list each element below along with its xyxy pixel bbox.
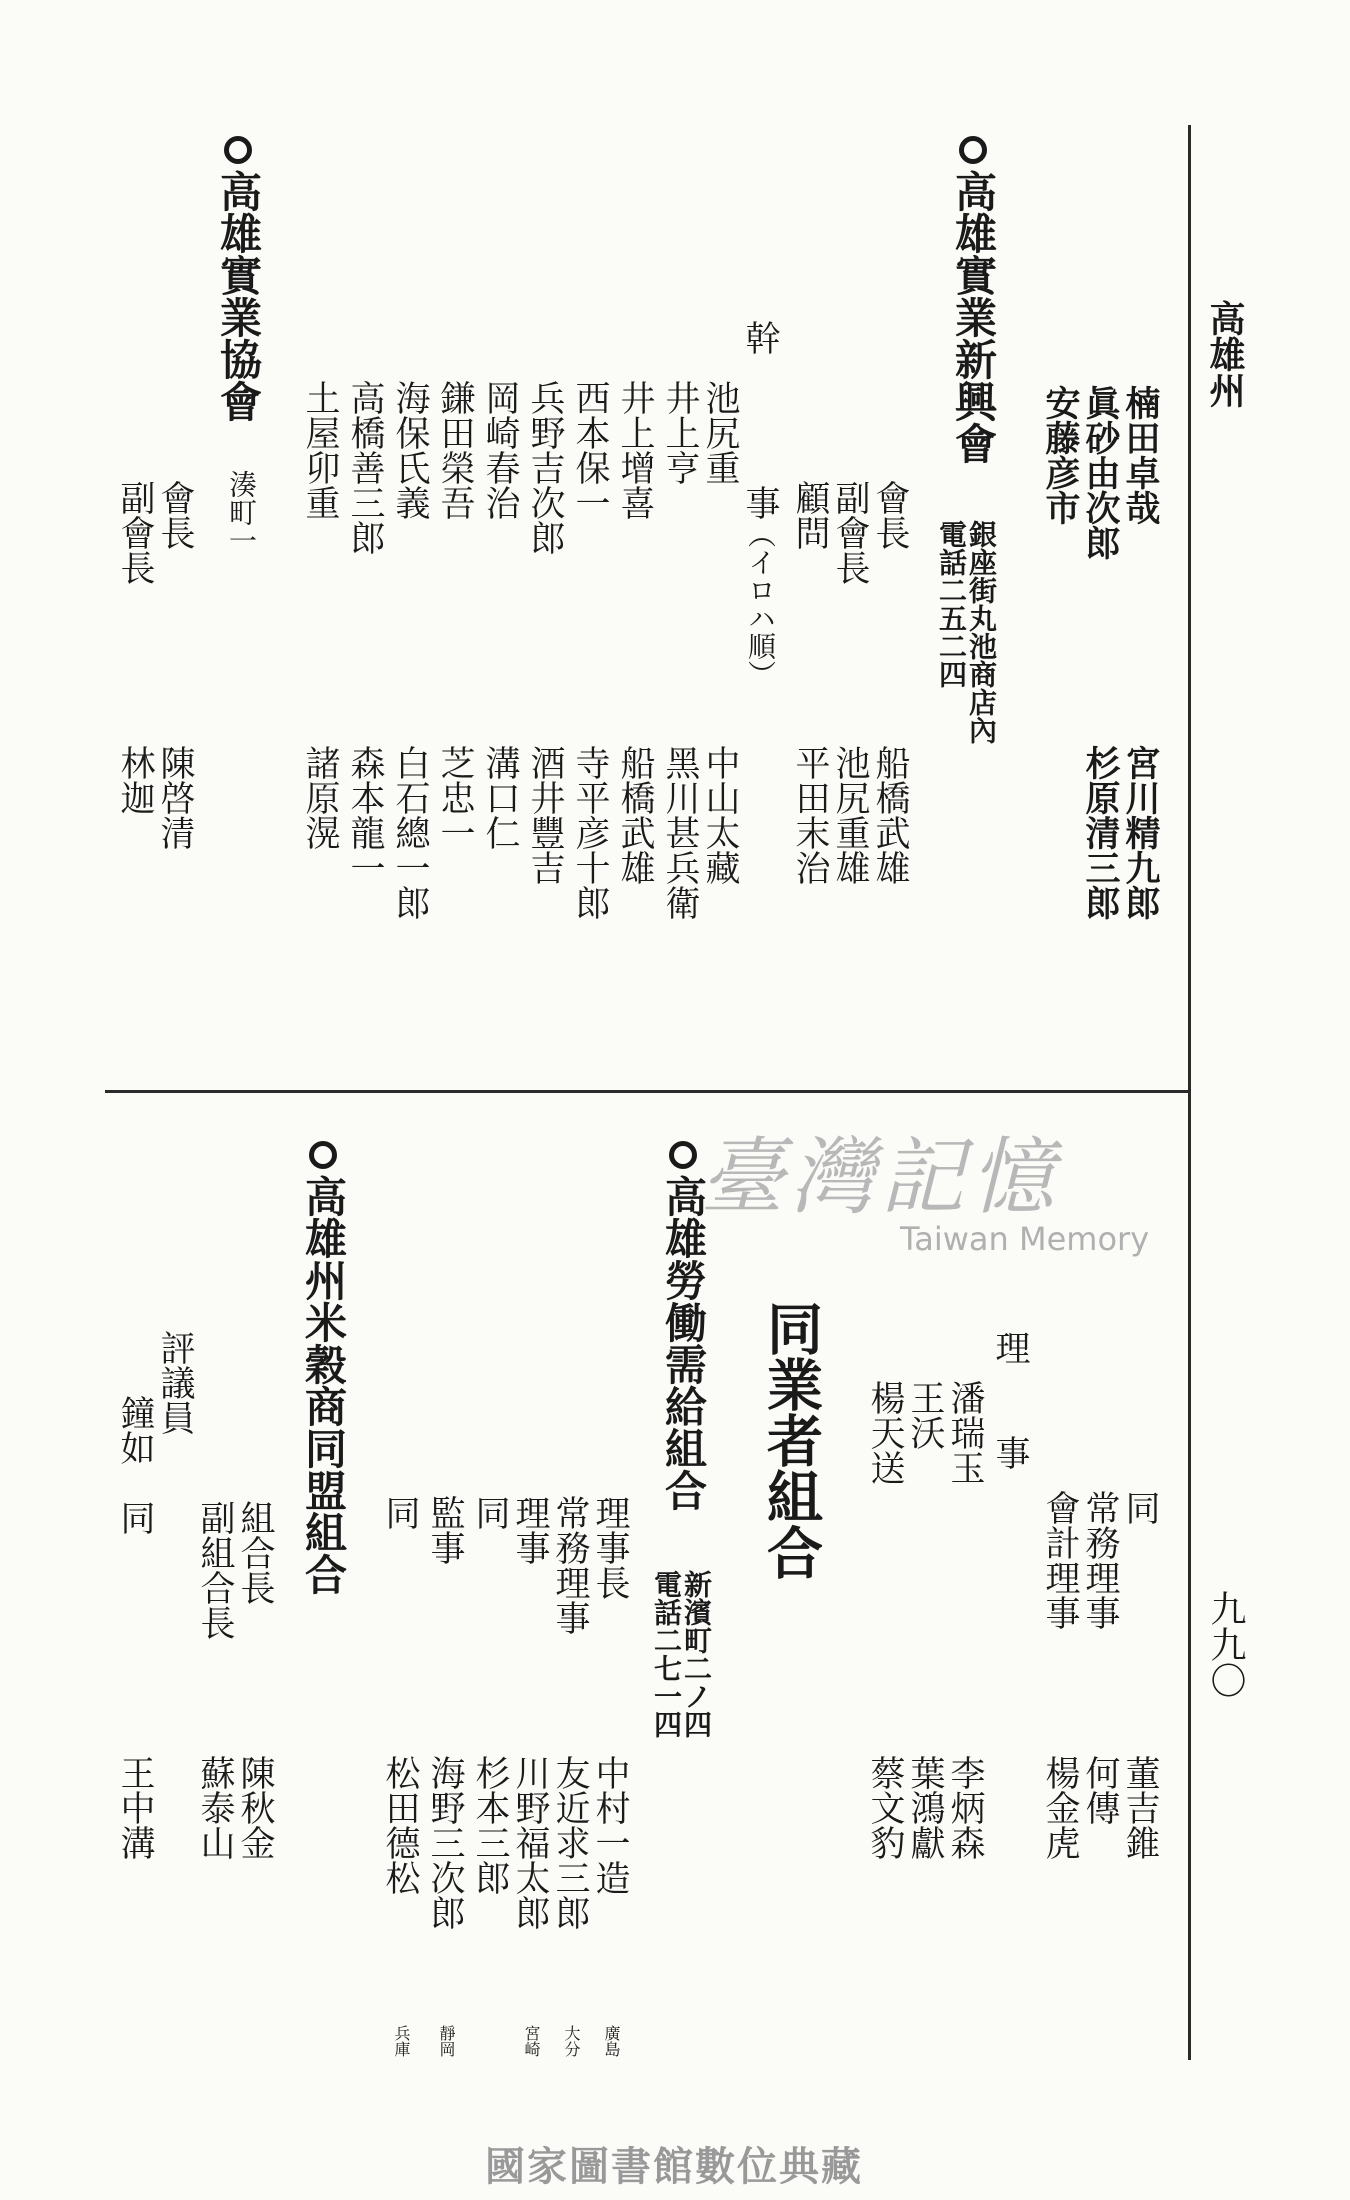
beikoku-name-3: 王中溝	[115, 1755, 155, 1860]
top-cont-name1-2: 安藤彦市	[1040, 385, 1081, 525]
br-name-2: 楊金虎	[1040, 1755, 1080, 1860]
running-header: 高雄州	[1204, 300, 1246, 408]
shinko-member-9: 土屋卯重	[300, 380, 340, 520]
library-footer: 國家圖書館數位典藏	[485, 2143, 863, 2190]
riji-label: 理 事	[990, 1330, 1030, 1470]
beikoku-giin: 鐘如	[115, 1395, 155, 1465]
rodo-address: 新濱町二ノ四	[680, 1570, 713, 1738]
rodo-note-4: 靜岡	[437, 2025, 456, 2057]
rodo-pos-1: 常務理事	[550, 1495, 590, 1635]
rodo-pos-3: 同	[470, 1495, 510, 1530]
shinko-member2-5: 溝口仁	[480, 745, 520, 850]
br-name-1: 何傳	[1080, 1755, 1120, 1825]
top-cont-name1-0: 楠田卓哉	[1120, 385, 1161, 525]
watermark-en: Taiwan Memory	[900, 1220, 1150, 1258]
shinko-member2-1: 黑川甚兵衛	[660, 745, 700, 920]
riji-name1-1: 王沃	[905, 1380, 945, 1450]
shinko-member-1: 井上亨	[660, 380, 700, 485]
rodo-name-3: 杉本三郎	[470, 1755, 510, 1895]
shinko-member2-2: 船橋武雄	[615, 745, 655, 885]
kyokai-officer-name-0: 陳啓清	[155, 745, 195, 850]
riji-name1-0: 潘瑞玉	[945, 1380, 985, 1485]
shinko-officer-pos-2: 顧問	[790, 480, 830, 550]
circle-mark-icon	[309, 1141, 337, 1169]
rodo-note-0: 廣島	[602, 2025, 621, 2057]
rodo-name-2: 川野福太郎	[510, 1755, 550, 1930]
shinko-title: 高雄實業新興會	[950, 130, 996, 464]
page-number: 九九〇	[1205, 1590, 1246, 1698]
rodo-pos-2: 理事	[510, 1495, 550, 1565]
kyokai-address: 湊町一	[225, 470, 258, 554]
top-cont-name2-0: 宮川精九郎	[1120, 745, 1161, 920]
shinko-member2-0: 中山太藏	[700, 745, 740, 885]
kyokai-officer-pos-0: 會長	[155, 480, 195, 550]
rodo-name-1: 友近求三郎	[550, 1755, 590, 1930]
beikoku-pos-2: 評議員	[155, 1330, 195, 1435]
middle-divider	[105, 1090, 1190, 1093]
rodo-pos-5: 同	[380, 1495, 420, 1530]
circle-mark-icon	[669, 1141, 697, 1169]
shinko-officer-name-1: 池尻重雄	[830, 745, 870, 885]
circle-mark-icon	[959, 136, 987, 164]
shinko-member2-6: 芝忠一	[435, 745, 475, 850]
rodo-note-5: 兵庫	[392, 2025, 411, 2057]
riji-name1-2: 楊天送	[865, 1380, 905, 1485]
shinko-member2-8: 森本龍一	[345, 745, 385, 885]
shinko-member2-3: 寺平彦十郎	[570, 745, 610, 920]
rodo-phone: 電話二七一四	[650, 1570, 683, 1738]
kyokai-officer-pos-1: 副會長	[115, 480, 155, 585]
kyokai-officer-name-1: 林迦	[115, 745, 155, 815]
beikoku-name-0: 陳秋金	[235, 1755, 275, 1860]
shinko-officer-pos-0: 會長	[870, 480, 910, 550]
shinko-member-4: 兵野吉次郎	[525, 380, 565, 555]
top-cont-name1-1: 眞砂由次郎	[1080, 385, 1121, 560]
beikoku-pos-1: 副組合長	[195, 1500, 235, 1640]
shinko-member-7: 海保氏義	[390, 380, 430, 520]
shinko-member2-7: 白石總一郎	[390, 745, 430, 920]
shinko-address: 銀座街丸池商店內	[965, 520, 998, 744]
beikoku-title: 高雄州米穀商同盟組合	[300, 1135, 346, 1595]
br-pos-1: 常務理事	[1080, 1490, 1120, 1630]
beikoku-pos-3: 同	[115, 1500, 155, 1535]
shinko-member-6: 鎌田榮吾	[435, 380, 475, 520]
shinko-officer-pos-1: 副會長	[830, 480, 870, 585]
shinko-member-0: 池尻重	[700, 380, 740, 485]
shinko-member-5: 岡崎春治	[480, 380, 520, 520]
rodo-note-1: 大分	[562, 2025, 581, 2057]
shinko-member-8: 高橋善三郎	[345, 380, 385, 555]
shinko-officer-name-0: 船橋武雄	[870, 745, 910, 885]
br-pos-0: 同	[1120, 1490, 1160, 1525]
rodo-title: 高雄勞働需給組合	[660, 1135, 706, 1511]
beikoku-name-1: 蘇泰山	[195, 1755, 235, 1860]
shinko-phone: 電話二五二四	[935, 520, 968, 688]
rodo-pos-4: 監事	[425, 1495, 465, 1565]
watermark-cjk: 臺灣記憶	[700, 1128, 1061, 1226]
kyokai-title: 高雄實業協會	[215, 130, 261, 422]
shinko-kanji-label2: 事	[740, 485, 780, 520]
section-heading: 同業者組合	[758, 1300, 824, 1580]
br-name-0: 董吉錐	[1120, 1755, 1160, 1860]
shinko-kanji-note: （イロハ順）	[744, 520, 777, 688]
rodo-note-2: 宮崎	[522, 2025, 541, 2057]
shinko-member2-4: 酒井豐吉	[525, 745, 565, 885]
riji-name2-1: 葉鴻獻	[905, 1755, 945, 1860]
shinko-member-2: 井上增喜	[615, 380, 655, 520]
shinko-officer-name-2: 平田末治	[790, 745, 830, 885]
rodo-name-4: 海野三次郎	[425, 1755, 465, 1930]
rodo-pos-0: 理事長	[590, 1495, 630, 1600]
beikoku-pos-0: 組合長	[235, 1500, 275, 1605]
shinko-member2-9: 諸原滉	[300, 745, 340, 850]
riji-name2-2: 蔡文豹	[865, 1755, 905, 1860]
rodo-name-5: 松田德松	[380, 1755, 420, 1895]
riji-name2-0: 李炳森	[945, 1755, 985, 1860]
top-cont-name2-1: 杉原清三郎	[1080, 745, 1121, 920]
rodo-name-0: 中村一造	[590, 1755, 630, 1895]
circle-mark-icon	[224, 136, 252, 164]
br-pos-2: 會計理事	[1040, 1490, 1080, 1630]
shinko-member-3: 西本保一	[570, 380, 610, 520]
shinko-kanji-label: 幹	[740, 320, 780, 355]
